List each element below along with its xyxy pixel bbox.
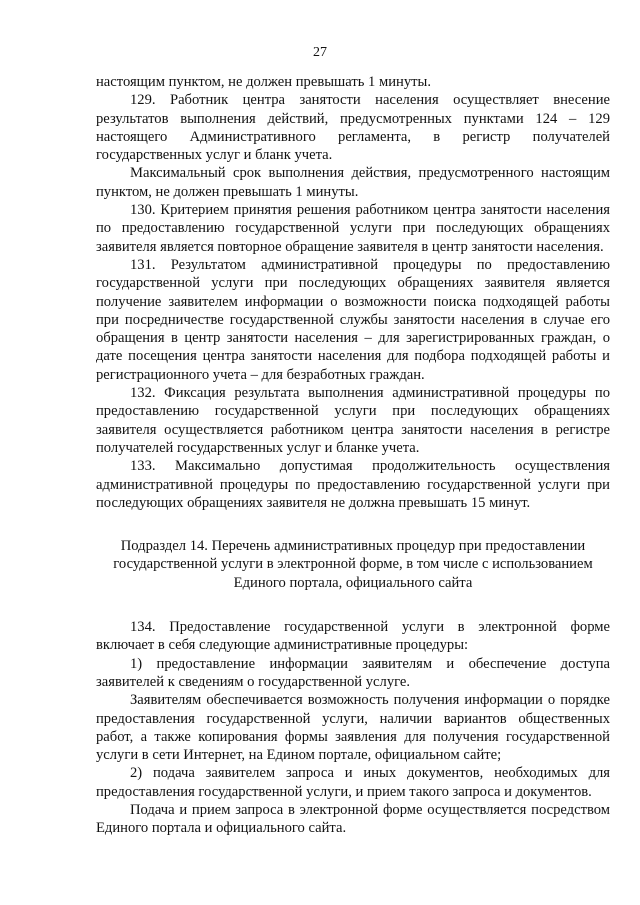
paragraph-131: 131. Результатом административной процедуры по предоставлению государственной услуги при последующих обращениях заявителя является получение заявителем информации о возможности поиска подходящей работы при посредничестве государственной службы занятости населения в случае его обращения в центр занятости населения – для зарегистрированных граждан, о дате посещения центра занятости населения для подбора подходящей работы и регистрационного учета – для безработных граждан. [96, 256, 610, 383]
paragraph-129: 129. Работник центра занятости населения осуществляет внесение результатов выполнения действий, предусмотренных пунктами 124 – 129 настоящего Административного регламента, в регистр получателей государственных услуг и бланк учета. [96, 92, 610, 164]
page-number: 27 [313, 45, 327, 60]
paragraph-130: 130. Критерием принятия решения работником центра занятости населения по предоставлению государственной услуги при последующих обращениях заявителя является повторное обращение заявителя в центр занятости населения. [96, 202, 610, 255]
paragraph-134: 134. Предоставление государственной услуги в электронной форме включает в себя следующие административные процедуры: [96, 619, 610, 654]
subsection-heading [96, 537, 610, 592]
list-item-1: 1) предоставление информации заявителям и обеспечение доступа заявителей к сведениям о государственной услуге. [96, 655, 610, 690]
paragraph-132: 132. Фиксация результата выполнения административной процедуры по предоставлению государственной услуги при последующих обращениях заявителя осуществляется работником центра занятости населения в регистре получателей государственных услуг и бланке учета. [96, 385, 610, 456]
paragraph-submission: Подача и прием запроса в электронной форме осуществляется посредством Единого портала и официального сайта. [96, 801, 610, 837]
paragraph-max-time: Максимальный срок выполнения действия, предусмотренного настоящим пунктом, не должен превышать 1 минуты. [96, 165, 610, 200]
paragraph-continuation: настоящим пунктом, не должен превышать 1 минуты. [96, 74, 431, 90]
subsection-heading-line: Подраздел 14. Перечень административных процедур при предоставлении [120, 538, 586, 555]
paragraph-133: 133. Максимально допустимая продолжительность осуществления административной процедуры по предоставлению государственной услуги при последующих обращениях заявителя не должна превышать 15 минут. [96, 458, 610, 511]
list-item-2: 2) подача заявителем запроса и иных документов, необходимых для предоставления государственной услуги, и прием такого запроса и документов. [96, 765, 610, 800]
paragraph-info-access: Заявителям обеспечивается возможность получения информации о порядке предоставления государственной услуги, наличии вариантов общественных работ, а также копирования формы заявления для получения государственной услуги в сети Интернет, на Едином портале, официальном сайте; [96, 692, 610, 764]
document-body [96, 73, 610, 838]
subsection-heading-line: государственной услуги в электронной форме, в том числе с использованием [113, 556, 593, 573]
subsection-heading-line: Единого портала, официального сайта [233, 574, 473, 591]
